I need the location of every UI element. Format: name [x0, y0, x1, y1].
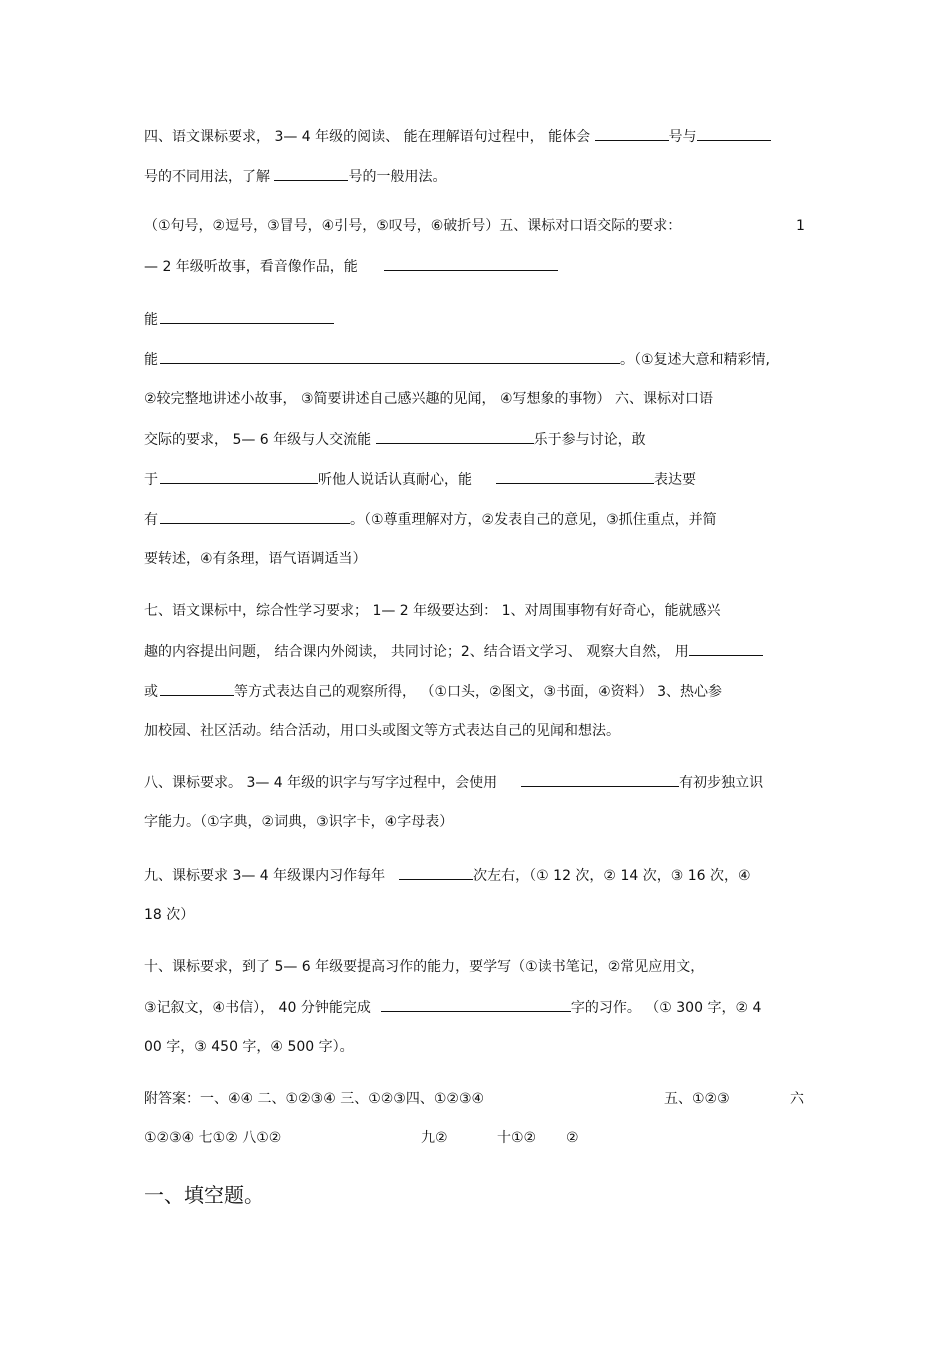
answer-blank[interactable]	[689, 641, 763, 656]
answer-item: 六	[790, 1091, 804, 1107]
q7-line15: 加校园、社区活动。结合活动，用口头或图文等方式表达自己的见闻和想法。	[144, 723, 620, 739]
q6-text: 交际的要求， 5— 6 年级与人交流能	[144, 432, 376, 448]
answers-line23: 附答案：一、④④ 二、①②③④ 三、①②③四、①②③④	[144, 1091, 485, 1107]
q5-text: 能	[144, 352, 158, 368]
q6-text: 于	[144, 472, 158, 488]
q6-text: 。（①尊重理解对方，②发表自己的意见，③抓住重点，并简	[350, 512, 717, 528]
q7-line12: 七、语文课标中，综合性学习要求； 1— 2 年级要达到： 1、对周围事物有好奇心，能就感兴	[144, 603, 721, 619]
q9-text: 九、课标要求 3— 4 年级课内习作每年	[144, 868, 386, 884]
q6-line9	[144, 469, 696, 490]
q8-text: 有初步独立识	[679, 775, 764, 791]
q10-text: ③记叙文，④书信）， 40 分钟能完成	[144, 1000, 371, 1016]
q10-text: 字的习作。 （① 300 字，② 4	[570, 1000, 762, 1016]
q7-text: 等方式表达自己的观察所得， （①口头，②图文，③书面，④资料） 3、热心参	[234, 684, 723, 700]
q9-text: 次左右，（① 12 次，② 14 次，③ 16 次，④	[473, 868, 751, 884]
q5-line6	[144, 349, 770, 370]
q5-line5	[144, 309, 334, 330]
q5-line7: ②较完整地讲述小故事， ③简要讲述自己感兴趣的见闻， ④写想象的事物） 六、课标对口语	[144, 391, 714, 407]
q9-line19: 18 次）	[144, 907, 195, 923]
answer-blank[interactable]	[697, 126, 771, 141]
section-heading: 一、填空题。	[144, 1183, 264, 1207]
answer-blank[interactable]	[595, 126, 669, 141]
q5-number: 1	[796, 218, 805, 234]
q5-line4	[144, 256, 558, 277]
q7-line13	[144, 641, 763, 662]
q8-line16	[144, 772, 763, 793]
q6-text: 有	[144, 512, 158, 528]
answer-item: ②	[566, 1130, 579, 1146]
answer-blank[interactable]	[274, 166, 348, 181]
answer-blank[interactable]	[521, 772, 679, 787]
q7-text: 趣的内容提出问题， 结合课内外阅读， 共同讨论；2、结合语文学习、 观察大自然， 用	[144, 644, 689, 660]
answer-blank[interactable]	[381, 997, 571, 1012]
q6-text: 表达要	[654, 472, 696, 488]
q5-text: 。（①复述大意和精彩情,	[620, 352, 771, 368]
q5-line3: （①句号，②逗号，③冒号，④引号，⑤叹号，⑥破折号）五、课标对口语交际的要求：	[144, 218, 682, 234]
q5-text: 能	[144, 312, 158, 328]
q8-text: 八、课标要求。 3— 4 年级的识字与写字过程中，会使用	[144, 775, 498, 791]
q6-line10	[144, 509, 717, 530]
q5-text: — 2 年级听故事，看音像作品，能	[144, 259, 358, 275]
answers-line24: ①②③④ 七①② 八①②	[144, 1130, 282, 1146]
answer-blank[interactable]	[160, 681, 234, 696]
answer-blank[interactable]	[160, 469, 318, 484]
answer-blank[interactable]	[160, 309, 334, 324]
q4-line1	[144, 126, 771, 147]
q6-line8	[144, 429, 646, 450]
q7-line14	[144, 681, 722, 702]
q4-text: 号的一般用法。	[348, 169, 447, 185]
q7-text: 或	[144, 684, 158, 700]
q10-line20: 十、课标要求，到了 5— 6 年级要提高习作的能力，要学写（①读书笔记，②常见应用文，	[144, 959, 705, 975]
answer-blank[interactable]	[496, 469, 654, 484]
answer-item: 十①②	[497, 1130, 537, 1146]
answer-item: 五、①②③	[664, 1091, 730, 1107]
q10-line22: 00 字，③ 450 字，④ 500 字）。	[144, 1039, 354, 1055]
q4-text: 号的不同用法，了解	[144, 169, 275, 185]
answer-blank[interactable]	[160, 349, 620, 364]
answer-blank[interactable]	[160, 509, 350, 524]
answer-item: 九②	[421, 1130, 448, 1146]
answer-blank[interactable]	[399, 865, 473, 880]
q4-line2	[144, 166, 446, 187]
q10-line21	[144, 997, 761, 1018]
q8-line17: 字能力。（①字典，②词典，③识字卡，④字母表）	[144, 814, 454, 830]
q9-line18	[144, 865, 751, 886]
q6-text: 乐于参与讨论，敢	[533, 432, 646, 448]
answer-blank[interactable]	[376, 429, 534, 444]
answer-blank[interactable]	[384, 256, 558, 271]
q6-text: 听他人说话认真耐心，能	[318, 472, 472, 488]
q4-text: 四、语文课标要求， 3— 4 年级的阅读、 能在理解语句过程中， 能体会	[144, 129, 595, 145]
q6-line11: 要转述，④有条理，语气语调适当）	[144, 551, 367, 567]
q4-text: 号与	[668, 129, 697, 145]
